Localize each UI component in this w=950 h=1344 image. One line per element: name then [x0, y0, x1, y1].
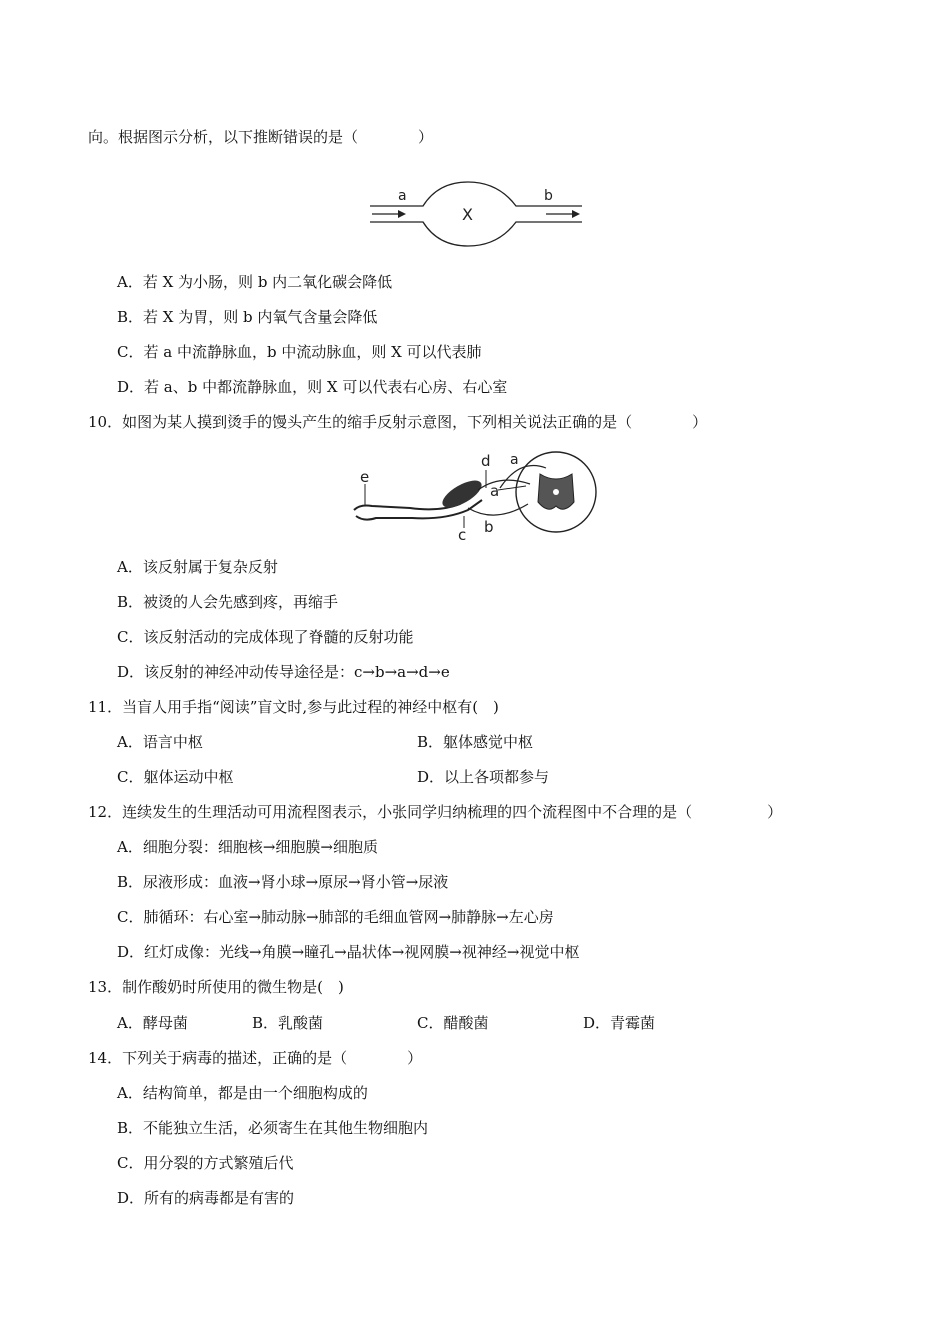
q14-option-d: D．所有的病毒都是有害的: [117, 1189, 295, 1207]
q9-label-x: X: [462, 205, 473, 224]
q9-label-b: b: [544, 188, 553, 204]
q13-option-b: B．乳酸菌: [252, 1014, 324, 1032]
q11-option-c: C．躯体运动中枢: [117, 768, 234, 786]
q9-stem-tail: 向。根据图示分析，以下推断错误的是（ ）: [88, 128, 434, 146]
q12-stem: 12．连续发生的生理活动可用流程图表示，小张同学归纳梳理的四个流程图中不合理的是（ ）: [88, 803, 783, 821]
q14-stem: 14．下列关于病毒的描述，正确的是（ ）: [88, 1049, 423, 1067]
q13-stem: 13．制作酸奶时所使用的微生物是( ): [88, 978, 344, 996]
q10-label-b: b: [484, 518, 494, 536]
q9-option-c: C．若 a 中流静脉血，b 中流动脉血，则 X 可以代表肺: [117, 343, 482, 361]
q9-option-b: B．若 X 为胃，则 b 内氧气含量会降低: [117, 308, 378, 326]
q12-option-c: C．肺循环：右心室→肺动脉→肺部的毛细血管网→肺静脉→左心房: [117, 908, 554, 926]
q11-option-d: D．以上各项都参与: [417, 768, 550, 786]
q14-option-b: B．不能独立生活，必须寄生在其他生物细胞内: [117, 1119, 429, 1137]
q10-option-d: D．该反射的神经冲动传导途径是：c→b→a→d→e: [117, 663, 450, 681]
q10-label-d: d: [481, 452, 491, 470]
q9-label-a: a: [398, 188, 407, 204]
q13-option-a: A．酵母菌: [117, 1014, 188, 1032]
q10-label-c: c: [458, 526, 467, 544]
q10-option-a: A．该反射属于复杂反射: [117, 558, 278, 576]
q10-label-a-top: a: [510, 452, 519, 468]
q9-organ-diagram: [368, 180, 588, 250]
q11-option-b: B．躯体感觉中枢: [417, 733, 534, 751]
q9-option-a: A．若 X 为小肠，则 b 内二氧化碳会降低: [117, 273, 393, 291]
q10-stem: 10．如图为某人摸到烫手的馒头产生的缩手反射示意图，下列相关说法正确的是（ ）: [88, 413, 708, 431]
q10-reflex-arc-diagram: [350, 444, 602, 544]
q14-option-c: C．用分裂的方式繁殖后代: [117, 1154, 294, 1172]
q12-option-d: D．红灯成像：光线→角膜→瞳孔→晶状体→视网膜→视神经→视觉中枢: [117, 943, 580, 961]
q12-option-b: B．尿液形成：血液→肾小球→原尿→肾小管→尿液: [117, 873, 449, 891]
q11-stem: 11．当盲人用手指“阅读”盲文时,参与此过程的神经中枢有( ): [88, 698, 499, 716]
q13-option-d: D．青霉菌: [583, 1014, 656, 1032]
q9-option-d: D．若 a、b 中都流静脉血，则 X 可以代表右心房、右心室: [117, 378, 508, 396]
q10-label-e: e: [360, 468, 370, 486]
q13-option-c: C．醋酸菌: [417, 1014, 489, 1032]
q14-option-a: A．结构简单，都是由一个细胞构成的: [117, 1084, 368, 1102]
q10-option-c: C．该反射活动的完成体现了脊髓的反射功能: [117, 628, 414, 646]
q12-option-a: A．细胞分裂：细胞核→细胞膜→细胞质: [117, 838, 378, 856]
q10-option-b: B．被烫的人会先感到疼，再缩手: [117, 593, 339, 611]
q10-label-a: a: [490, 482, 500, 500]
q11-option-a: A．语言中枢: [117, 733, 203, 751]
